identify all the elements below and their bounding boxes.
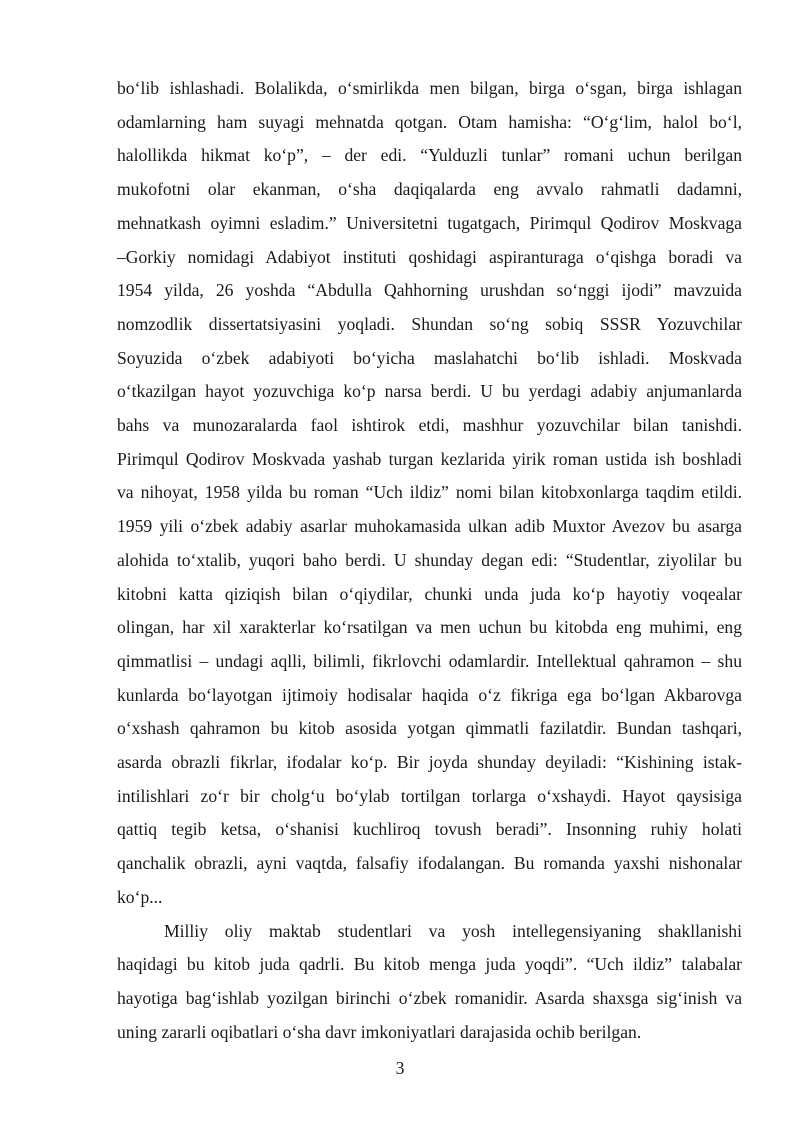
text-line: kunlarda bo‘layotgan ijtimoiy hodisalar haqida o‘z fikriga ega bo‘lgan Akbarovga (117, 684, 742, 705)
page-number: 3 (395, 1058, 405, 1078)
text-line: –Gorkiy nomidagi Adabiyot instituti qoshidagi aspiranturaga o‘qishga boradi va (117, 246, 742, 267)
text-line: halollikda hikmat ko‘p”, – der edi. “Yulduzli tunlar” romani uchun berilgan (117, 145, 742, 166)
body-text (117, 72, 742, 1049)
text-line: kitobni katta qiziqish bilan o‘qiydilar, chunki unda juda ko‘p hayotiy voqealar (117, 583, 742, 604)
text-line: haqidagi bu kitob juda qadrli. Bu kitob menga juda yoqdi”. “Uch ildiz” talabalar (117, 954, 742, 975)
text-line: 1959 yili o‘zbek adabiy asarlar muhokamasida ulkan adib Muxtor Avezov bu asarga (117, 516, 742, 537)
text-line: o‘tkazilgan hayot yozuvchiga ko‘p narsa berdi. U bu yerdagi adabiy anjumanlarda (117, 381, 742, 402)
text-line: mehnatkash oyimni esladim.” Universitetni tugatgach, Pirimqul Qodirov Moskvaga (117, 212, 742, 233)
text-line: olingan, har xil xarakterlar ko‘rsatilgan va men uchun bu kitobda eng muhimi, eng (117, 617, 742, 638)
text-line: ko‘p... (117, 886, 163, 907)
text-line: 1954 yilda, 26 yoshda “Abdulla Qahhorning urushdan so‘nggi ijodi” mavzuida (117, 280, 742, 301)
text-line: Pirimqul Qodirov Moskvada yashab turgan kezlarida yirik roman ustida ish boshladi (117, 448, 742, 469)
text-line: qattiq tegib ketsa, o‘shanisi kuchliroq tovush beradi”. Insonning ruhiy holati (117, 819, 742, 840)
paragraph-2 (117, 915, 742, 1050)
text-line: odamlarning ham suyagi mehnatda qotgan. Otam hamisha: “O‘g‘lim, halol bo‘l, (117, 111, 742, 132)
text-line: hayotiga bag‘ishlab yozilgan birinchi o‘zbek romanidir. Asarda shaxsga sig‘inish va (117, 987, 742, 1008)
text-line: Soyuzida o‘zbek adabiyoti bo‘yicha maslahatchi bo‘lib ishladi. Moskvada (117, 347, 742, 368)
text-line: qimmatlisi – undagi aqlli, bilimli, fikrlovchi odamlardir. Intellektual qahramon – shu (117, 650, 742, 671)
text-line: va nihoyat, 1958 yilda bu roman “Uch ildiz” nomi bilan kitobxonlarga taqdim etildi. (117, 482, 742, 503)
text-line: bo‘lib ishlashadi. Bolalikda, o‘smirlikda men bilgan, birga o‘sgan, birga ishlagan (117, 78, 742, 98)
text-line: alohida to‘xtalib, yuqori baho berdi. U shunday degan edi: “Studentlar, ziyolilar bu (117, 549, 742, 570)
text-line: bahs va munozaralarda faol ishtirok etdi, mashhur yozuvchilar bilan tanishdi. (117, 415, 742, 436)
text-line: uning zararli oqibatlari o‘sha davr imkoniyatlari darajasida ochib berilgan. (117, 1021, 642, 1042)
text-line: intilishlari zo‘r bir cholg‘u bo‘ylab tortilgan torlarga o‘xshaydi. Hayot qaysisiga (117, 785, 742, 806)
text-line: mukofotni olar ekanman, o‘sha daqiqalarda eng avvalo rahmatli dadamni, (117, 179, 742, 200)
paragraph-1 (117, 72, 742, 915)
text-line: nomzodlik dissertatsiyasini yoqladi. Shundan so‘ng sobiq SSSR Yozuvchilar (117, 313, 742, 334)
text-line: qanchalik obrazli, ayni vaqtda, falsafiy ifodalangan. Bu romanda yaxshi nishonalar (117, 853, 742, 874)
text-line: asarda obrazli fikrlar, ifodalar ko‘p. Bir joyda shunday deyiladi: “Kishining istak- (117, 752, 742, 773)
text-line: Milliy oliy maktab studentlari va yosh intellegensiyaning shakllanishi (164, 920, 742, 941)
text-line: o‘xshash qahramon bu kitob asosida yotgan qimmatli fazilatdir. Bundan tashqari, (117, 718, 742, 739)
